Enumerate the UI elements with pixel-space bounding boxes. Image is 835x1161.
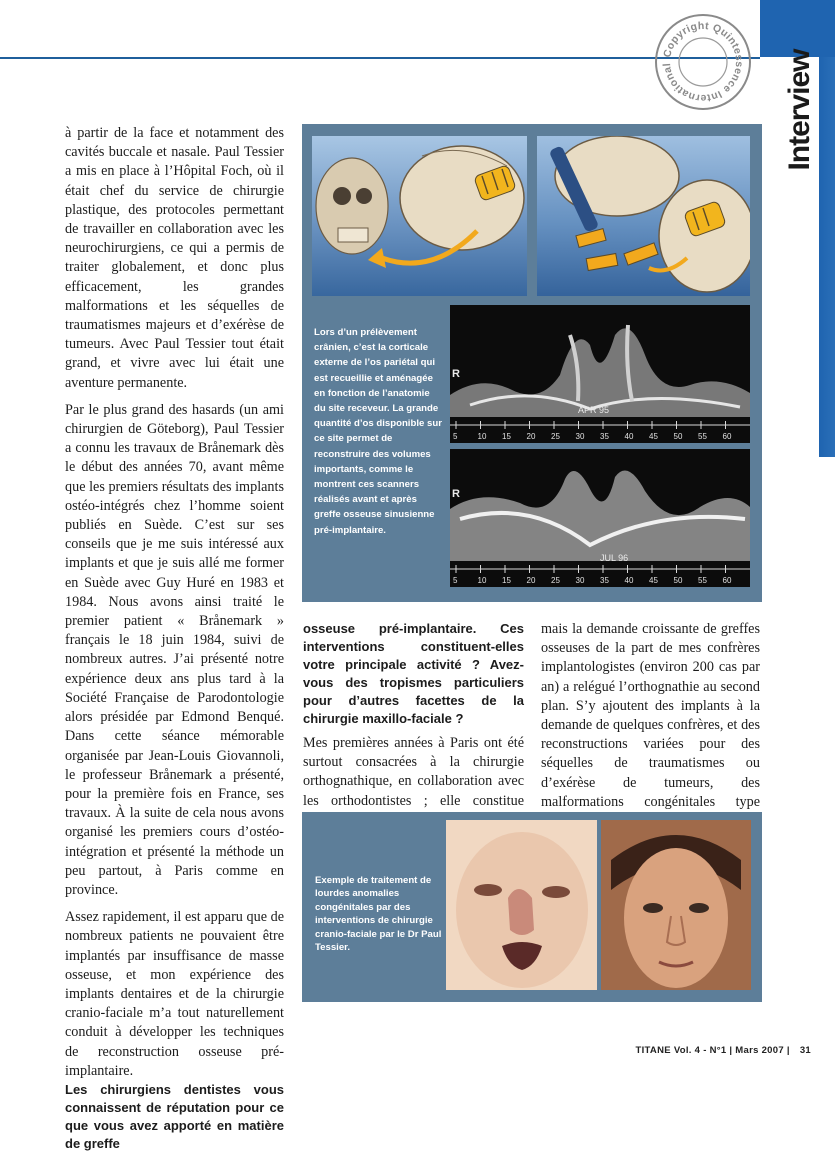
scan-marker-bottom: R <box>452 488 460 500</box>
ruler-label: 5 <box>453 432 458 441</box>
section-side-bar <box>819 57 835 457</box>
skull-left-drawing <box>312 136 527 296</box>
article-column-1 <box>65 124 284 1161</box>
section-label <box>782 49 818 171</box>
interview-question: Les chirurgiens dentistes vous connaissent de réputation pour ce que vous avez apporté en matière de greffe <box>65 1081 284 1151</box>
page-number: 31 <box>799 1045 811 1056</box>
scan-ruler-bottom <box>450 565 750 585</box>
ruler-label: 20 <box>526 576 536 585</box>
paragraph: Assez rapidement, il est apparu que de nombreux patients ne pouvaient être implantés par insuffisance de masse osseuse, et mon expérience des implants dentaires et de la chirurgie cranio-faciale m’a tout naturellement conduit à développer les techniques de reconstruction osseuse pré-implantaire. <box>65 909 284 1079</box>
skull-illustration-right <box>537 136 750 296</box>
patient-photo-after <box>601 820 751 990</box>
ruler-label: 35 <box>600 432 609 441</box>
copyright-stamp <box>655 14 751 110</box>
ruler-label: 45 <box>649 576 658 585</box>
scan-date-top: APR 95 <box>578 405 610 415</box>
ruler-label: 50 <box>673 432 683 441</box>
article-column-3 <box>541 620 760 839</box>
patient-before-illustration <box>446 820 597 990</box>
skull-illustration-left <box>312 136 527 296</box>
journal-reference: TITANE Vol. 4 - N°1 | Mars 2007 | <box>635 1045 790 1056</box>
ruler-label: 15 <box>502 576 511 585</box>
scan-marker-top: R <box>452 368 460 380</box>
skull-right-drawing <box>537 136 750 296</box>
copyright-stamp-seal <box>657 16 749 108</box>
ruler-label: 55 <box>698 432 707 441</box>
ct-scan-before-image <box>450 305 750 443</box>
interview-question-continued: osseuse pré-implantaire. Ces interventions constituent-elles votre principale activité ? Avez-vous des tropismes particuliers pour d’autres facettes de la chirurgie maxillo-faciale ? <box>303 621 524 726</box>
ruler-label: 20 <box>526 432 536 441</box>
patient-after-illustration <box>601 820 751 990</box>
ct-scan-after-image <box>450 449 750 587</box>
ruler-label: 30 <box>575 432 585 441</box>
section-label-text: Interview <box>783 49 816 171</box>
ruler-label: 40 <box>624 432 634 441</box>
ct-scan-before <box>450 305 750 443</box>
ruler-label: 10 <box>477 432 487 441</box>
paragraph: à partir de la face et notamment des cavités buccale et nasale. Paul Tessier a mis en place à l’Hôpital Foch, où il était chef du service de chirurgie plastique, des protocoles permettant de travailler en collaboration avec les neurochirurgiens, ce qui a permis de traiter globalement, et donc plus efficacement, les grandes malformations et les séquelles de traumatismes majeurs et d’exérèse de tumeurs. Avec Paul Tessier tout était grand, et vivre avec lui était une aventure permanente. <box>65 125 284 391</box>
patient-photo-before <box>446 820 597 990</box>
header-color-tab <box>760 0 835 57</box>
ruler-label: 35 <box>600 576 609 585</box>
figure-1-caption: Lors d’un prélèvement crânien, c’est la corticale externe de l’os pariétal qui est recueillie et aménagée en fonction de l’anatomie du site receveur. La grande quantité d’os disponible sur ce site permet de reconstruire des volumes importants, comme le montrent ces scanners réalisés avant et après greffe osseuse sinusienne pré-implantaire. <box>314 327 442 536</box>
ct-scan-after <box>450 449 750 587</box>
ruler-label: 50 <box>673 576 683 585</box>
scan-date-bottom: JUL 96 <box>600 553 629 563</box>
ruler-label: 60 <box>722 576 732 585</box>
header-rule <box>0 57 760 59</box>
figure-2-caption: Exemple de traitement de lourdes anomalies congénitales par des interventions de chirurgie cranio-faciale par le Dr Paul Tessier. <box>315 875 442 954</box>
ruler-label: 60 <box>722 432 732 441</box>
ruler-label: 15 <box>502 432 511 441</box>
paragraph: Par le plus grand des hasards (un ami chirurgien de Göteborg), Paul Tessier a connu les travaux de Brånemark dès le début des années 70, avant même que les premiers résultats des implants ostéo-intégrés chez l’homme soient publiés en Suède. C’est sur ses conseils que je me suis intéressé aux implants et que je suis allé me former en Suède avec Guy Huré en 1983 et 1984. Nous avons ainsi traité le premier patient « Brånemark » français le 18 juin 1984, suivi de nombreux autres. J’ai présenté notre expérience deux ans plus tard à la Société Française de Parodontologie alors présidée par Edmond Benqué. Dans cette séance mémorable organisée par Jean-Louis Giovannoli, le professeur Brånemark a présenté, pour la première fois en France, ses travaux. À la suite de cela nous avons organisé les premiers cours d’ostéo-intégration et présenté la méthode un peu partout, à Paris comme en province. <box>65 401 284 898</box>
ruler-label: 25 <box>551 432 560 441</box>
paragraph: Mes premières années à Paris ont été surtout consacrées à la chirurgie orthognathique, en collaboration avec les orthodontistes ; elle constitue <box>303 735 524 809</box>
svg-text:Copyright Quintessence Interna: Copyright Quintessence International <box>660 19 746 105</box>
ruler-label: 40 <box>624 576 634 585</box>
page-footer <box>635 1045 811 1056</box>
ruler-label: 55 <box>698 576 707 585</box>
paragraph: mais la demande croissante de greffes osseuses de la part de mes confrères implantologistes (environ 200 cas par an) a relégué l’orthognathie au second plan. S’y ajoutent des implants à la demande de quelques confrères, et des reconstructions variées pour des séquelles de traumatismes ou d’exérèse de tumeurs, des malformations congénitales type <box>541 621 760 810</box>
ruler-label: 25 <box>551 576 560 585</box>
scan-ruler-top <box>450 421 750 441</box>
ruler-label: 5 <box>453 576 458 585</box>
ruler-label: 45 <box>649 432 658 441</box>
ruler-label: 10 <box>477 576 487 585</box>
ruler-label: 30 <box>575 576 585 585</box>
